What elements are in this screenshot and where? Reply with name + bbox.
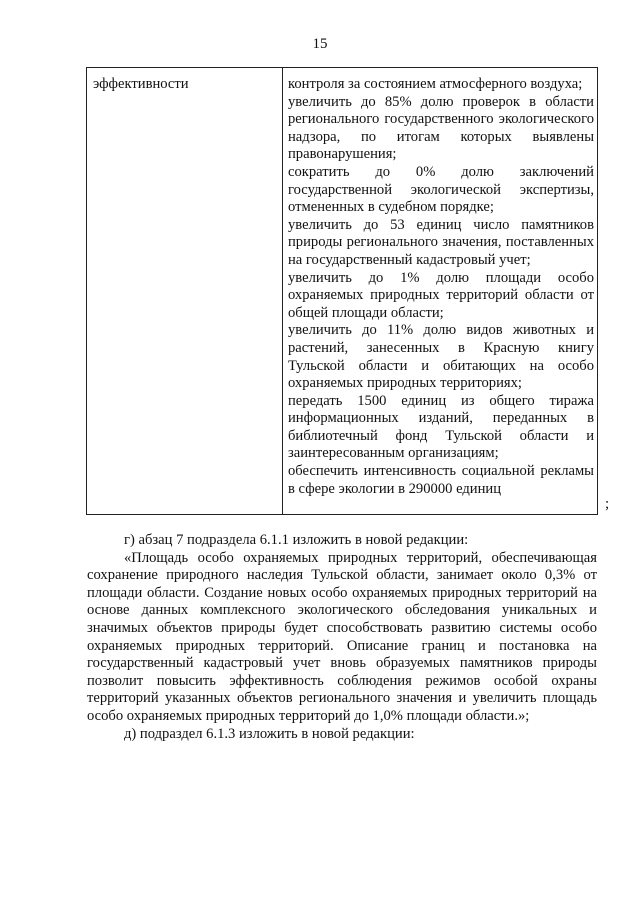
table-text-line: передать 1500 единиц из общего тиража информационных изданий, переданных в библиотечный фонд Тульской области и заинтересованным организациям; [288,392,594,462]
table-right-cell [288,76,594,498]
amendment-quote: «Площадь особо охраняемых природных территорий, обеспечивающая сохранение природного наследия Тульской области, занимает около 0,3% от площади области. Создание новых особо охраняемых природных территорий на основе данных комплексного экологического обследования уникальных и значимых объектов природы будет способствовать развитию системы особо охраняемых природных территорий. Описание границ и постановка на государственный кадастровый учет вновь образуемых памятников природы позволит повысить эффективность соблюдения режимов особой охраны территорий указанных объектов регионального значения и увеличить площадь особо охраняемых природных территорий до 1,0% площади области.»; [87,549,597,724]
table-text-line: контроля за состоянием атмосферного воздуха; [288,76,583,92]
table-text-line: увеличить до 11% долю видов животных и растений, занесенных в Красную книгу Тульской области и обитающих на особо охраняемых природных территориях; [288,322,594,392]
indicators-table [86,67,598,515]
amendment-item-g: г) абзац 7 подраздела 6.1.1 изложить в новой редакции: [124,532,469,548]
table-text-line: сократить до 0% долю заключений государственной экологической экспертизы, отмененных в судебном порядке; [288,163,594,216]
table-text-line: увеличить до 53 единиц число памятников природы регионального значения, поставленных на государственный кадастровый учет; [288,216,594,268]
amendment-item-d: д) подраздел 6.1.3 изложить в новой редакции: [124,725,415,742]
body-text [87,532,597,743]
table-column-divider [282,68,283,514]
table-left-cell: эффективности [93,76,189,92]
page-number: 15 [312,36,328,52]
table-text-line: обеспечить интенсивность социальной рекламы в сфере экологии в 290000 единиц [288,463,594,497]
table-trailing-semicolon: ; [605,496,610,512]
table-text-line: увеличить до 1% долю площади особо охраняемых природных территорий области от общей площади области; [288,269,594,321]
table-text-line: увеличить до 85% долю проверок в области регионального государственного экологического надзора, по итогам которых выявлены правонарушения; [288,93,594,163]
